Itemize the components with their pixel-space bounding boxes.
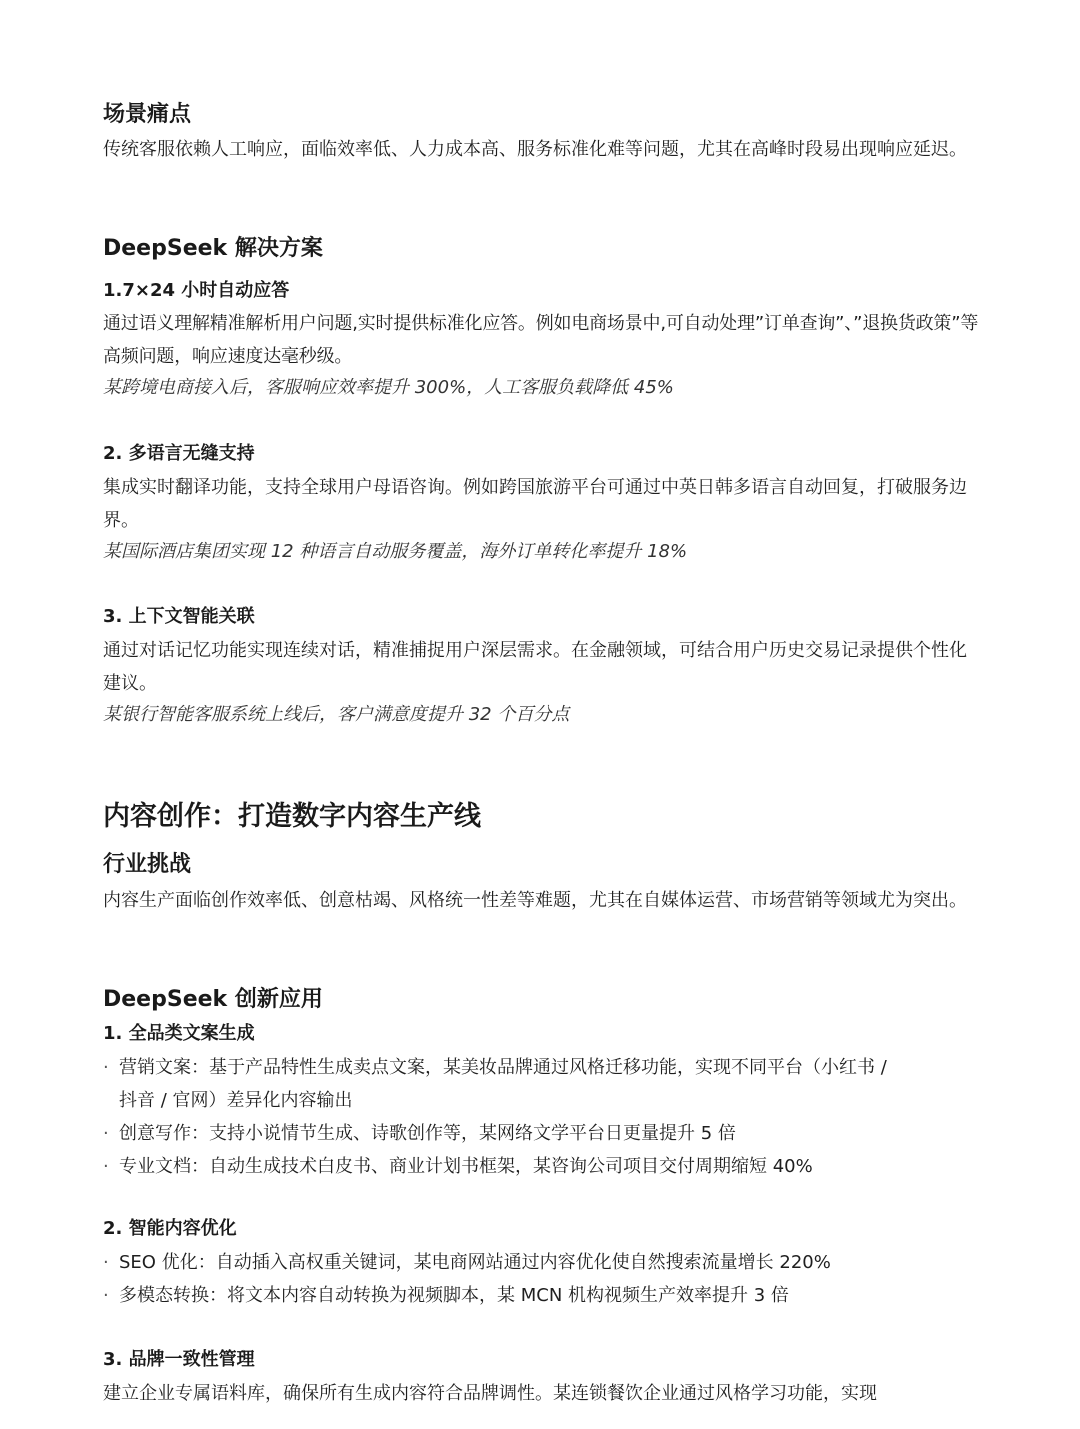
solution-item-heading-3: 3. 上下文智能关联 — [103, 606, 255, 627]
solution-item-case-3: 某银行智能客服系统上线后，客户满意度提升 32 个百分点 — [103, 704, 570, 725]
bullet-dot: · — [103, 1057, 109, 1078]
bullet-text: 专业文档：自动生成技术白皮书、商业计划书框架，某咨询公司项目交付周期缩短 40% — [119, 1156, 813, 1177]
section-title-challenge: 行业挑战 — [103, 852, 192, 877]
innovation-group-heading-1: 1. 全品类文案生成 — [103, 1023, 255, 1044]
bullet-dot: · — [103, 1285, 109, 1306]
challenge-body: 内容生产面临创作效率低、创意枯竭、风格统一性差等难题，尤其在自媒体运营、市场营销等领域尤为突出。 — [103, 890, 967, 911]
solution-item-body-1: 通过语义理解精准解析用户问题,实时提供标准化应答。例如电商场景中,可自动处理”订单查询”、”退换货政策”等高频问题，响应速度达毫秒级。 — [103, 313, 979, 367]
list-item — [103, 1051, 983, 1117]
section-title-innovation: DeepSeek 创新应用 — [103, 987, 323, 1012]
bullet-text: 创意写作：支持小说情节生成、诗歌创作等，某网络文学平台日更量提升 5 倍 — [119, 1123, 736, 1144]
scene-pain-body: 传统客服依赖人工响应，面临效率低、人力成本高、服务标准化难等问题，尤其在高峰时段易出现响应延迟。 — [103, 139, 967, 160]
bullet-text: SEO 优化：自动插入高权重关键词，某电商网站通过内容优化使自然搜索流量增长 220% — [119, 1252, 831, 1273]
innovation-group-body-3: 建立企业专属语料库，确保所有生成内容符合品牌调性。某连锁餐饮企业通过风格学习功能，实现 — [103, 1383, 877, 1404]
bullet-dot: · — [103, 1252, 109, 1273]
list-item — [103, 1150, 983, 1183]
section-title-scene-pain: 场景痛点 — [103, 102, 192, 127]
solution-item-heading-2: 2. 多语言无缝支持 — [103, 443, 255, 464]
solution-item-case-1: 某跨境电商接入后，客服响应效率提升 300%，人工客服负载降低 45% — [103, 377, 674, 398]
major-title-content-creation: 内容创作：打造数字内容生产线 — [103, 801, 481, 832]
bullet-text: 营销文案：基于产品特性生成卖点文案，某美妆品牌通过风格迁移功能，实现不同平台（小红书 / — [119, 1057, 887, 1078]
solution-item-heading-1: 1.7×24 小时自动应答 — [103, 280, 290, 301]
list-item — [103, 1279, 983, 1312]
list-item — [103, 1117, 983, 1150]
bullet-dot: · — [103, 1156, 109, 1177]
bullet-text-continued: 抖音 / 官网）差异化内容输出 — [119, 1090, 353, 1111]
solution-item-body-2: 集成实时翻译功能，支持全球用户母语咨询。例如跨国旅游平台可通过中英日韩多语言自动回复，打破服务边界。 — [103, 477, 967, 531]
list-item — [103, 1246, 983, 1279]
solution-item-body-3: 通过对话记忆功能实现连续对话，精准捕捉用户深层需求。在金融领域，可结合用户历史交易记录提供个性化建议。 — [103, 640, 967, 694]
section-title-solution: DeepSeek 解决方案 — [103, 236, 323, 261]
solution-item-case-2: 某国际酒店集团实现 12 种语言自动服务覆盖，海外订单转化率提升 18% — [103, 541, 688, 562]
bullet-text: 多模态转换：将文本内容自动转换为视频脚本，某 MCN 机构视频生产效率提升 3 倍 — [119, 1285, 789, 1306]
innovation-group-heading-3: 3. 品牌一致性管理 — [103, 1349, 255, 1370]
innovation-group-heading-2: 2. 智能内容优化 — [103, 1218, 237, 1239]
bullet-dot: · — [103, 1123, 109, 1144]
